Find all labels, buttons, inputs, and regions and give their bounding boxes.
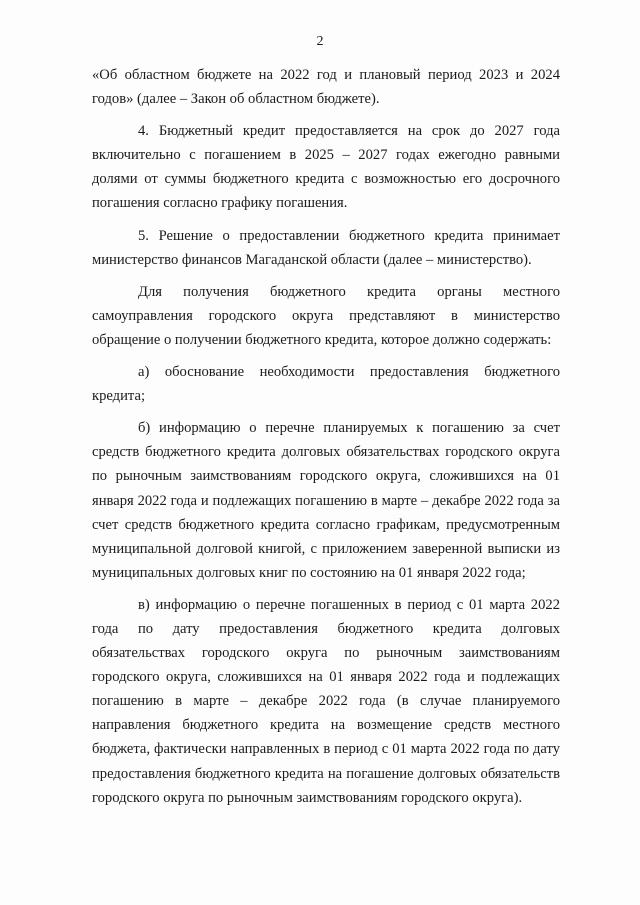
paragraph-subitem-a: а) обоснование необходимости предоставления бюджетного кредита; xyxy=(92,364,560,405)
paragraph-item-5: 5. Решение о предоставлении бюджетного кредита принимает министерство финансов Магаданской области (далее – министерство). xyxy=(92,227,560,268)
paragraph-law-title: «Об областном бюджете на 2022 год и плановый период 2023 и 2024 годов» (далее – Закон об областном бюджете). xyxy=(92,67,560,108)
page-number: 2 xyxy=(316,34,324,49)
paragraph-subitem-b: б) информацию о перечне планируемых к погашению за счет средств бюджетного кредита долговых обязательствах городского округа по рыночным заимствованиям городского округа, сложившихся на 01 января 2022 года и подлежащих погашению в марте – декабре 2022 года за счет средств бюджетного кредита согласно графикам, предусмотренным муниципальной долговой книгой, с приложением заверенной выписки из муниципальных долговых книг по состоянию на 01 января 2022 года; xyxy=(92,420,560,581)
paragraph-application: Для получения бюджетного кредита органы местного самоуправления городского округа представляют в министерство обращение о получении бюджетного кредита, которое должно содержать: xyxy=(92,283,560,348)
document-body xyxy=(92,63,560,818)
paragraph-item-4: 4. Бюджетный кредит предоставляется на срок до 2027 года включительно с погашением в 2025 – 2027 годах ежегодно равными долями от суммы бюджетного кредита с возможностью его досрочного погашения согласно графику погашения. xyxy=(92,123,560,212)
paragraph-subitem-v: в) информацию о перечне погашенных в период с 01 марта 2022 года по дату предоставления бюджетного кредита долговых обязательствах городского округа по рыночным заимствованиям городского округа, сложившихся на 01 января 2022 года и подлежащих погашению в марте – декабре 2022 года (в случае планируемого направления бюджетного кредита на возмещение средств местного бюджета, фактически направленных в период с 01 марта 2022 года по дату предоставления бюджетного кредита на погашение долговых обязательств городского округа по рыночным заимствованиям городского округа). xyxy=(92,596,560,806)
